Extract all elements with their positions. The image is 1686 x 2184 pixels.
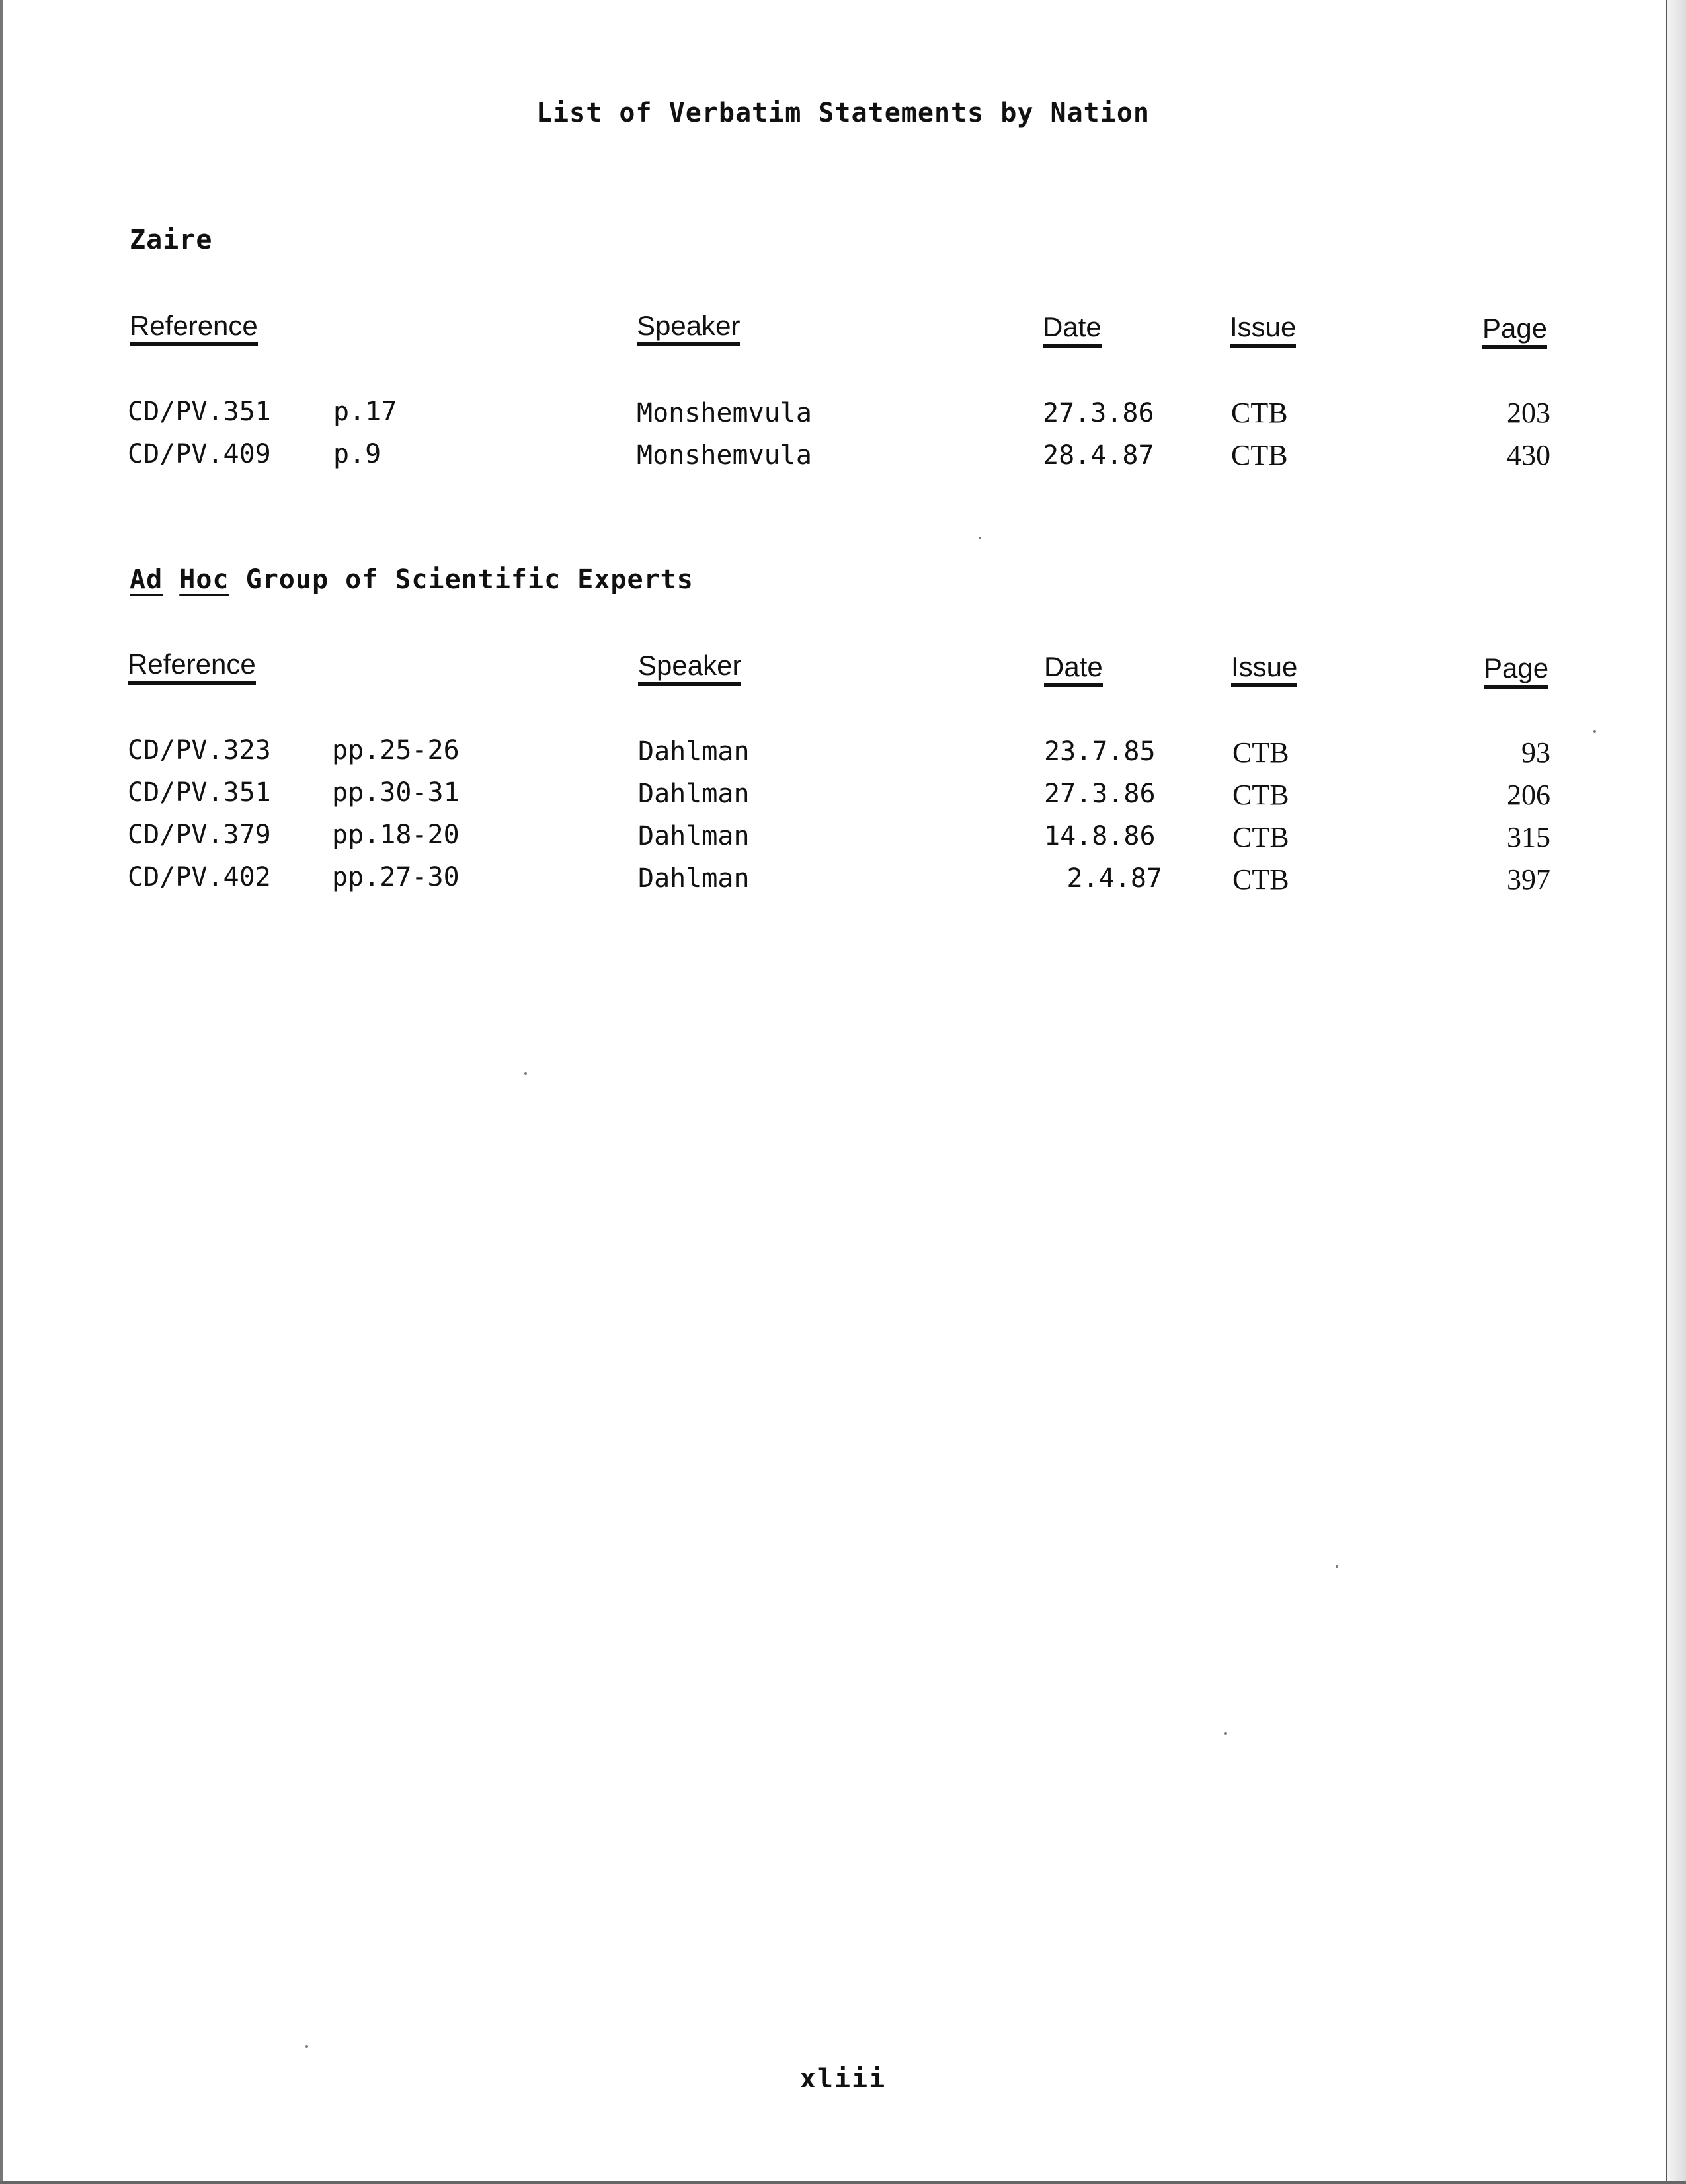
scan-speck — [1336, 1565, 1338, 1568]
table-row-pages: pp.18-20 — [332, 820, 460, 850]
table-row-reference: CD/PV.402 — [128, 862, 271, 892]
table-row-speaker: Monshemvula — [637, 440, 812, 471]
heading-underlined-hoc: Hoc — [179, 565, 229, 595]
column-header-speaker: Speaker — [637, 311, 740, 346]
table-row-date: 27.3.86 — [1044, 779, 1156, 809]
table-row-reference: CD/PV.351 — [128, 777, 271, 808]
column-header-speaker: Speaker — [638, 650, 741, 686]
table-row-reference: CD/PV.323 — [128, 735, 271, 765]
page-title: List of Verbatim Statements by Nation — [536, 98, 1150, 128]
table-row-date: 27.3.86 — [1043, 398, 1154, 428]
table-row-issue: CTB — [1232, 863, 1289, 896]
column-header-page: Page — [1484, 653, 1548, 689]
table-row-date: 23.7.85 — [1044, 736, 1156, 767]
table-row-page: 315 — [1507, 821, 1550, 853]
section-heading-zaire: Zaire — [130, 225, 213, 255]
table-row-reference: CD/PV.379 — [128, 820, 271, 850]
table-row-date: 14.8.86 — [1044, 821, 1156, 851]
table-row-issue: CTB — [1232, 821, 1289, 853]
table-row-date: 2.4.87 — [1066, 863, 1162, 894]
table-row-pages: p.9 — [333, 439, 381, 469]
scan-bottom-edge — [0, 2181, 1686, 2184]
table-row-pages: p.17 — [333, 397, 397, 427]
table-row-reference: CD/PV.409 — [128, 439, 271, 469]
scan-speck — [305, 2045, 308, 2048]
table-row-pages: pp.25-26 — [332, 735, 460, 765]
table-row-issue: CTB — [1232, 736, 1289, 769]
table-row-reference: CD/PV.351 — [128, 397, 271, 427]
heading-underlined-ad: Ad — [130, 565, 163, 595]
scan-left-edge — [0, 0, 3, 2184]
table-row-speaker: Dahlman — [638, 821, 750, 851]
section-heading-ad-hoc-group — [130, 565, 694, 595]
column-header-issue: Issue — [1231, 652, 1297, 687]
column-header-issue: Issue — [1230, 312, 1296, 348]
table-row-speaker: Dahlman — [638, 736, 750, 767]
scan-right-edge — [1666, 0, 1686, 2184]
table-row-issue: CTB — [1231, 439, 1288, 471]
column-header-reference: Reference — [130, 311, 258, 346]
table-row-pages: pp.27-30 — [332, 862, 460, 892]
table-row-speaker: Monshemvula — [637, 398, 812, 428]
table-row-pages: pp.30-31 — [332, 777, 460, 808]
page-number: xliii — [799, 2064, 887, 2094]
table-row-page: 93 — [1521, 736, 1550, 769]
table-row-speaker: Dahlman — [638, 863, 750, 894]
scan-speck — [1593, 730, 1596, 733]
scan-speck — [1224, 1732, 1227, 1735]
table-row-page: 203 — [1507, 397, 1550, 429]
table-row-speaker: Dahlman — [638, 779, 750, 809]
heading-rest: Group of Scientific Experts — [245, 565, 694, 595]
column-header-reference: Reference — [128, 649, 256, 685]
table-row-issue: CTB — [1231, 397, 1288, 429]
scan-speck — [524, 1072, 527, 1075]
table-row-issue: CTB — [1232, 779, 1289, 811]
table-row-date: 28.4.87 — [1043, 440, 1154, 471]
table-row-page: 397 — [1507, 863, 1550, 896]
column-header-date: Date — [1044, 652, 1103, 687]
column-header-date: Date — [1043, 312, 1102, 348]
table-row-page: 206 — [1507, 779, 1550, 811]
table-row-page: 430 — [1507, 439, 1550, 471]
scan-speck — [979, 537, 981, 539]
column-header-page: Page — [1482, 313, 1547, 349]
